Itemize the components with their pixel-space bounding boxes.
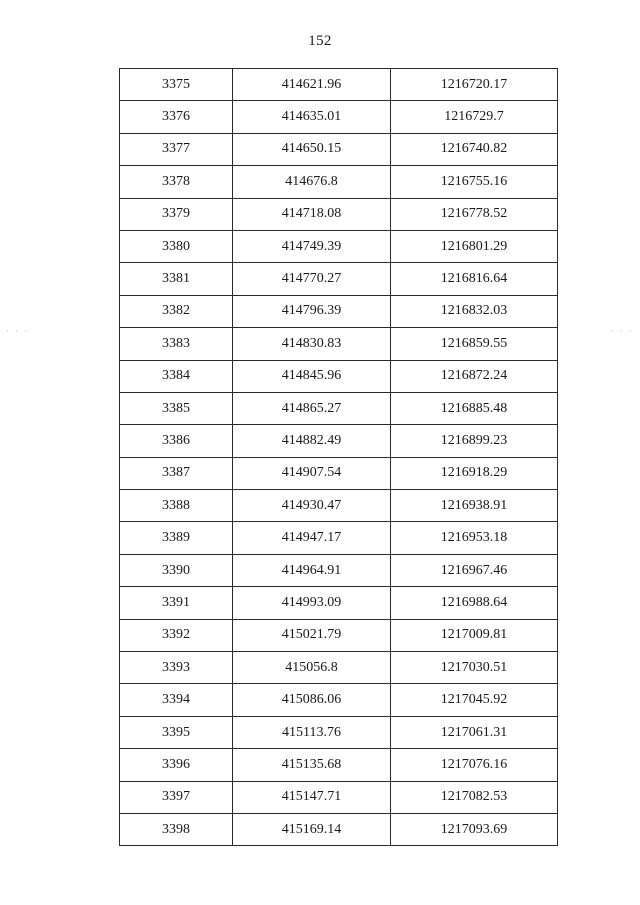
y-coordinate-cell: 1216729.7 xyxy=(391,101,558,133)
scan-mark-left: · · · xyxy=(6,326,30,336)
point-id-cell: 3397 xyxy=(120,781,233,813)
y-coordinate-cell: 1216899.23 xyxy=(391,425,558,457)
table-row xyxy=(120,749,558,781)
y-coordinate-cell: 1217076.16 xyxy=(391,749,558,781)
x-coordinate-cell: 414621.96 xyxy=(233,69,391,101)
x-coordinate-cell: 414947.17 xyxy=(233,522,391,554)
x-coordinate-cell: 414993.09 xyxy=(233,587,391,619)
table-row xyxy=(120,716,558,748)
point-id-cell: 3396 xyxy=(120,749,233,781)
table-row xyxy=(120,69,558,101)
table-row xyxy=(120,166,558,198)
point-id-cell: 3383 xyxy=(120,328,233,360)
y-coordinate-cell: 1216778.52 xyxy=(391,198,558,230)
x-coordinate-cell: 415169.14 xyxy=(233,813,391,845)
y-coordinate-cell: 1217082.53 xyxy=(391,781,558,813)
table-row xyxy=(120,263,558,295)
y-coordinate-cell: 1216988.64 xyxy=(391,587,558,619)
table-row xyxy=(120,295,558,327)
x-coordinate-cell: 414770.27 xyxy=(233,263,391,295)
table-row xyxy=(120,522,558,554)
y-coordinate-cell: 1217009.81 xyxy=(391,619,558,651)
y-coordinate-cell: 1216953.18 xyxy=(391,522,558,554)
table-row xyxy=(120,684,558,716)
y-coordinate-cell: 1216720.17 xyxy=(391,69,558,101)
table-row xyxy=(120,101,558,133)
x-coordinate-cell: 414882.49 xyxy=(233,425,391,457)
x-coordinate-cell: 414930.47 xyxy=(233,490,391,522)
point-id-cell: 3379 xyxy=(120,198,233,230)
point-id-cell: 3388 xyxy=(120,490,233,522)
x-coordinate-cell: 414676.8 xyxy=(233,166,391,198)
x-coordinate-cell: 414718.08 xyxy=(233,198,391,230)
table-row xyxy=(120,457,558,489)
point-id-cell: 3382 xyxy=(120,295,233,327)
point-id-cell: 3387 xyxy=(120,457,233,489)
y-coordinate-cell: 1217045.92 xyxy=(391,684,558,716)
point-id-cell: 3375 xyxy=(120,69,233,101)
coordinate-table xyxy=(119,68,558,846)
point-id-cell: 3381 xyxy=(120,263,233,295)
x-coordinate-cell: 415056.8 xyxy=(233,652,391,684)
point-id-cell: 3376 xyxy=(120,101,233,133)
y-coordinate-cell: 1217030.51 xyxy=(391,652,558,684)
table-row xyxy=(120,328,558,360)
table-row xyxy=(120,813,558,845)
point-id-cell: 3389 xyxy=(120,522,233,554)
table-row xyxy=(120,587,558,619)
x-coordinate-cell: 414964.91 xyxy=(233,554,391,586)
table-row xyxy=(120,133,558,165)
page-number: 152 xyxy=(308,33,332,49)
x-coordinate-cell: 415113.76 xyxy=(233,716,391,748)
coordinate-table-body xyxy=(120,69,558,846)
x-coordinate-cell: 414830.83 xyxy=(233,328,391,360)
x-coordinate-cell: 414796.39 xyxy=(233,295,391,327)
point-id-cell: 3395 xyxy=(120,716,233,748)
table-row xyxy=(120,198,558,230)
y-coordinate-cell: 1216918.29 xyxy=(391,457,558,489)
y-coordinate-cell: 1216832.03 xyxy=(391,295,558,327)
y-coordinate-cell: 1216872.24 xyxy=(391,360,558,392)
x-coordinate-cell: 414907.54 xyxy=(233,457,391,489)
y-coordinate-cell: 1216967.46 xyxy=(391,554,558,586)
point-id-cell: 3384 xyxy=(120,360,233,392)
table-row xyxy=(120,781,558,813)
y-coordinate-cell: 1216885.48 xyxy=(391,392,558,424)
point-id-cell: 3378 xyxy=(120,166,233,198)
y-coordinate-cell: 1216755.16 xyxy=(391,166,558,198)
point-id-cell: 3380 xyxy=(120,230,233,262)
x-coordinate-cell: 415147.71 xyxy=(233,781,391,813)
table-row xyxy=(120,619,558,651)
point-id-cell: 3394 xyxy=(120,684,233,716)
x-coordinate-cell: 414865.27 xyxy=(233,392,391,424)
point-id-cell: 3393 xyxy=(120,652,233,684)
point-id-cell: 3392 xyxy=(120,619,233,651)
point-id-cell: 3390 xyxy=(120,554,233,586)
point-id-cell: 3391 xyxy=(120,587,233,619)
table-row xyxy=(120,652,558,684)
x-coordinate-cell: 414635.01 xyxy=(233,101,391,133)
y-coordinate-cell: 1217061.31 xyxy=(391,716,558,748)
scan-mark-right: · · · xyxy=(610,326,634,336)
x-coordinate-cell: 415135.68 xyxy=(233,749,391,781)
y-coordinate-cell: 1216859.55 xyxy=(391,328,558,360)
x-coordinate-cell: 414845.96 xyxy=(233,360,391,392)
y-coordinate-cell: 1217093.69 xyxy=(391,813,558,845)
point-id-cell: 3377 xyxy=(120,133,233,165)
point-id-cell: 3398 xyxy=(120,813,233,845)
table-row xyxy=(120,425,558,457)
table-row xyxy=(120,230,558,262)
x-coordinate-cell: 415086.06 xyxy=(233,684,391,716)
table-row xyxy=(120,360,558,392)
table-row xyxy=(120,490,558,522)
point-id-cell: 3385 xyxy=(120,392,233,424)
point-id-cell: 3386 xyxy=(120,425,233,457)
table-row xyxy=(120,554,558,586)
y-coordinate-cell: 1216938.91 xyxy=(391,490,558,522)
y-coordinate-cell: 1216816.64 xyxy=(391,263,558,295)
x-coordinate-cell: 415021.79 xyxy=(233,619,391,651)
y-coordinate-cell: 1216801.29 xyxy=(391,230,558,262)
x-coordinate-cell: 414650.15 xyxy=(233,133,391,165)
y-coordinate-cell: 1216740.82 xyxy=(391,133,558,165)
table-row xyxy=(120,392,558,424)
x-coordinate-cell: 414749.39 xyxy=(233,230,391,262)
